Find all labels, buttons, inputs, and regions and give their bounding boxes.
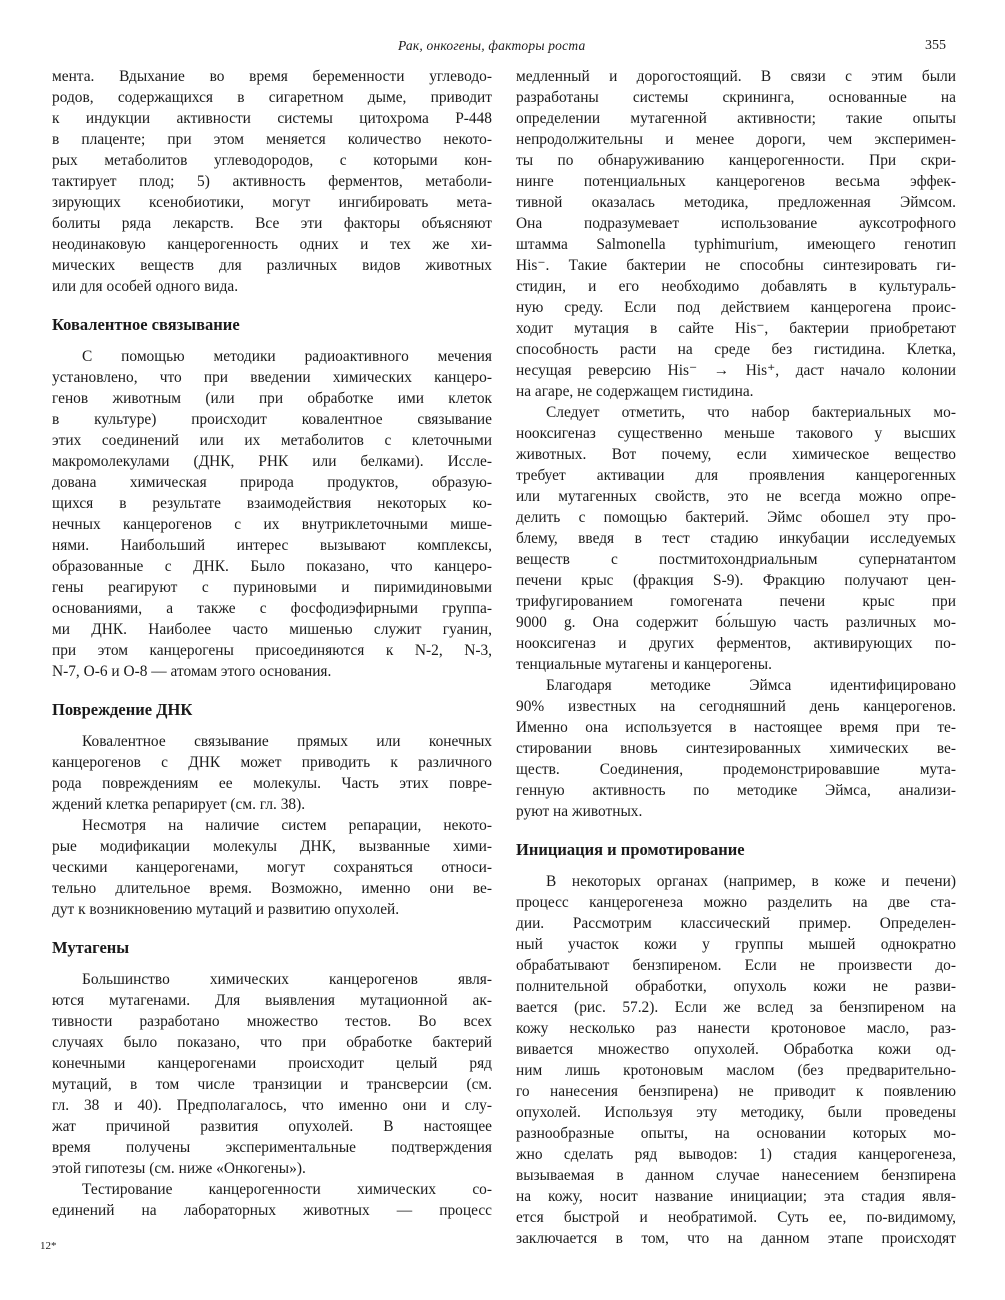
paragraph-first-line: Несмотря на наличие систем репарации, некото- (82, 817, 492, 834)
text-line: тактирует плод; 5) активность ферментов, метаболи- (52, 173, 492, 190)
text-line: го нанесения бензпирена) не приводит к появлению (516, 1083, 956, 1100)
text-line: способность расти на среде без гистидина. Клетка, (516, 341, 956, 358)
text-line: случаях было показано, что при обработке бактерий (52, 1034, 492, 1051)
text-line: неодинаковую канцерогенность одних и тех же хи- (52, 236, 492, 253)
text-line: конечными канцерогенами происходит целый ряд (52, 1055, 492, 1072)
text-line: N-7, O-6 и O-8 — атомам этого основания. (52, 663, 332, 680)
section-heading: Мутагены (52, 938, 130, 957)
left-column (52, 66, 492, 1221)
text-line: мических веществ для различных видов животных (52, 257, 492, 274)
running-head (0, 38, 1005, 58)
text-line: нями. Наибольший интерес вызывают комплексы, (52, 537, 492, 554)
text-line: зирующих ксенобиотики, могут ингибировать мета- (52, 194, 492, 211)
text-line: полнительной обработки, опухоль кожи не разви- (516, 978, 956, 995)
text-line: ждений клетка репарирует (см. гл. 38). (52, 796, 306, 813)
text-line: ческими канцерогенами, могут сохраняться относи- (52, 859, 492, 876)
page-number: 355 (925, 38, 946, 53)
paragraph-first-line: Ковалентное связывание прямых или конечных (82, 733, 492, 750)
text-line: ходит мутация в сайте His⁻, бактерии приобретают (516, 320, 956, 337)
text-line: 90% известных на сегодняшний день канцерогенов. (516, 698, 956, 715)
text-line: тивности разработано множество тестов. Во всех (52, 1013, 492, 1030)
text-line: основаниями, а также с фосфодиэфирными группа- (52, 600, 492, 617)
text-line: родов, содержащихся в сигаретном дыме, приводит (52, 89, 492, 106)
text-line: кожу несколько раз нанести кротоновое масло, раз- (516, 1020, 956, 1037)
text-line: Именно она используется в настоящее время при те- (516, 719, 956, 736)
text-line: руют на животных. (516, 803, 643, 820)
text-line: дии. Рассмотрим классический пример. Определен- (516, 915, 956, 932)
running-head-title: Рак, онкогены, факторы роста (398, 38, 586, 53)
text-line: определении мутагенной активности; такие опыты (516, 110, 956, 127)
text-line: тенциальные мутагены и канцерогены. (516, 656, 772, 673)
text-line: жат причиной развития опухолей. В настоящее (52, 1118, 492, 1135)
text-line: ются мутагенами. Для выявления мутационной ак- (52, 992, 492, 1009)
text-line: образованные с ДНК. Было показано, что канцеро- (52, 558, 492, 575)
text-line: ми ДНК. Наиболее часто мишенью служит гуанин, (52, 621, 492, 638)
section-heading: Инициация и промотирование (516, 840, 745, 859)
text-line: канцерогенов с ДНК может приводить к различного (52, 754, 492, 771)
text-line: вивается множество опухолей. Обработка кожи од- (516, 1041, 956, 1058)
text-line: мента. Вдыхание во время беременности углеводо- (52, 68, 492, 85)
text-line: делить с помощью бактерий. Эймс обошел эту про- (516, 509, 956, 526)
text-line: генов животным (или при обработке ими клеток (52, 390, 492, 407)
section-heading: Ковалентное связывание (52, 315, 240, 334)
text-line: требует активации для проявления канцерогенных (516, 467, 956, 484)
text-line: нечных канцерогенов с их внутриклеточными мише- (52, 516, 492, 533)
text-line: на кожу, носит название инициации; эта стадия явля- (516, 1188, 956, 1205)
text-line: рода повреждениям ее молекулы. Часть этих повре- (52, 775, 492, 792)
right-column (516, 66, 956, 1249)
text-line: в культуре) происходит ковалентное связывание (52, 411, 492, 428)
text-line: при этом канцерогены присоединяются к N-2, N-3, (52, 642, 492, 659)
text-line: непродолжительны и менее дороги, чем эксперимен- (516, 131, 956, 148)
section-heading: Повреждение ДНК (52, 700, 193, 719)
text-line: His⁻. Такие бактерии не способны синтезировать ги- (516, 257, 956, 274)
text-line: тельно длительное время. Возможно, именно они ве- (52, 880, 492, 897)
text-line: Она подразумевает использование ауксотрофного (516, 215, 956, 232)
paragraph-first-line: Тестирование канцерогенности химических со- (82, 1181, 492, 1198)
text-line: рых метаболитов углеводородов, с которыми кон- (52, 152, 492, 169)
text-line: ется быстрой и необратимой. Суть ее, по-видимому, (516, 1209, 956, 1226)
text-line: обрабатывают бензпиреном. Если не произвести до- (516, 957, 956, 974)
text-line: разнообразные опыты, на основании которых мо- (516, 1125, 956, 1142)
text-line: ты по обнаруживанию канцерогенности. При скри- (516, 152, 956, 169)
text-line: щихся в результате взаимодействия некоторых ко- (52, 495, 492, 512)
text-line: болиты ряда лекарств. Все эти факторы объясняют (52, 215, 492, 232)
text-line: гены реагируют с пуриновыми и пиримидиновыми (52, 579, 492, 596)
text-line: этой гипотезы (см. ниже «Онкогены»). (52, 1160, 306, 1177)
text-line: медленный и дорогостоящий. В связи с этим были (516, 68, 956, 85)
text-line: дут к возникновению мутаций и развитию опухолей. (52, 901, 400, 918)
text-line: ществ. Соединения, продемонстрировавшие мута- (516, 761, 956, 778)
paragraph-first-line: Большинство химических канцерогенов явля- (82, 971, 492, 988)
text-line: штамма Salmonella typhimurium, имеющего генотип (516, 236, 956, 253)
text-line: вается (рис. 57.2). Если же вслед за бензпиреном на (516, 999, 956, 1016)
text-line: жно сделать ряд выводов: 1) стадия канцерогенеза, (516, 1146, 956, 1163)
text-line: 9000 g. Она содержит бо́льшую часть различных мо- (516, 614, 956, 631)
text-line: гл. 38 и 40). Предполагалось, что именно они и слу- (52, 1097, 492, 1114)
text-line: рые модификации молекулы ДНК, вызванные хими- (52, 838, 492, 855)
text-line: заключается в том, что на данном этапе происходят (516, 1230, 956, 1247)
text-line: опухолей. Используя эту методику, были проведены (516, 1104, 956, 1121)
text-line: несущая реверсию His⁻ → His⁺, даст начало колонии (516, 362, 956, 379)
text-line: тивной оказалась методика, предложенная Эймсом. (516, 194, 956, 211)
paragraph-first-line: Благодаря методике Эймса идентифицировано (546, 677, 956, 694)
text-line: дована химическая природа продуктов, образую- (52, 474, 492, 491)
text-line: нооксигеназ и других ферментов, активирующих по- (516, 635, 956, 652)
text-line: веществ с постмитохондриальным супернатантом (516, 551, 956, 568)
text-line: или для особей одного вида. (52, 278, 239, 295)
text-line: этих соединений или их метаболитов с клеточными (52, 432, 492, 449)
text-line: макромолекулами (ДНК, РНК или белками). Иссле- (52, 453, 492, 470)
text-line: или мутагенных свойств, это не всегда можно опре- (516, 488, 956, 505)
text-line: время получены экспериментальные подтверждения (52, 1139, 492, 1156)
text-line: нинге потенциальных канцерогенов весьма эффек- (516, 173, 956, 190)
text-line: на агаре, не содержащем гистидина. (516, 383, 754, 400)
text-line: мутаций, в том числе транзиции и трансверсии (см. (52, 1076, 492, 1093)
text-line: единений на лабораторных животных — процесс (52, 1202, 492, 1219)
text-line: разработаны системы скрининга, основанные на (516, 89, 956, 106)
text-line: установлено, что при введении химических канцеро- (52, 369, 492, 386)
paragraph-first-line: С помощью методики радиоактивного мечения (82, 348, 492, 365)
text-line: животных. Вот почему, если химическое вещество (516, 446, 956, 463)
text-line: трифугированием гомогената печени крыс при (516, 593, 956, 610)
text-line: ный участок кожи у группы мышей однократно (516, 936, 956, 953)
text-line: ним лишь кротоновым маслом (без предварительно- (516, 1062, 956, 1079)
text-line: печени крыс (фракция S-9). Фракцию получают цен- (516, 572, 956, 589)
paragraph-first-line: В некоторых органах (например, в коже и печени) (546, 873, 956, 890)
text-line: стировании вновь синтезированных химических ве- (516, 740, 956, 757)
paragraph-first-line: Следует отметить, что набор бактериальных мо- (546, 404, 956, 421)
text-line: процесс канцерогенеза можно разделить на две ста- (516, 894, 956, 911)
text-line: стидин, и его необходимо добавлять в культураль- (516, 278, 956, 295)
text-line: генную активность по методике Эймса, анализи- (516, 782, 956, 799)
signature-mark: 12* (40, 1240, 57, 1252)
text-line: ную среду. Если под действием канцерогена проис- (516, 299, 956, 316)
text-line: в плаценте; при этом меняется количество некото- (52, 131, 492, 148)
text-line: блему, введя в тест стадию инкубации исследуемых (516, 530, 956, 547)
text-line: вызываемая в данном случае нанесением бензпирена (516, 1167, 956, 1184)
text-line: нооксигеназ существенно меньше такового у высших (516, 425, 956, 442)
text-line: к индукции активности системы цитохрома P-448 (52, 110, 492, 127)
